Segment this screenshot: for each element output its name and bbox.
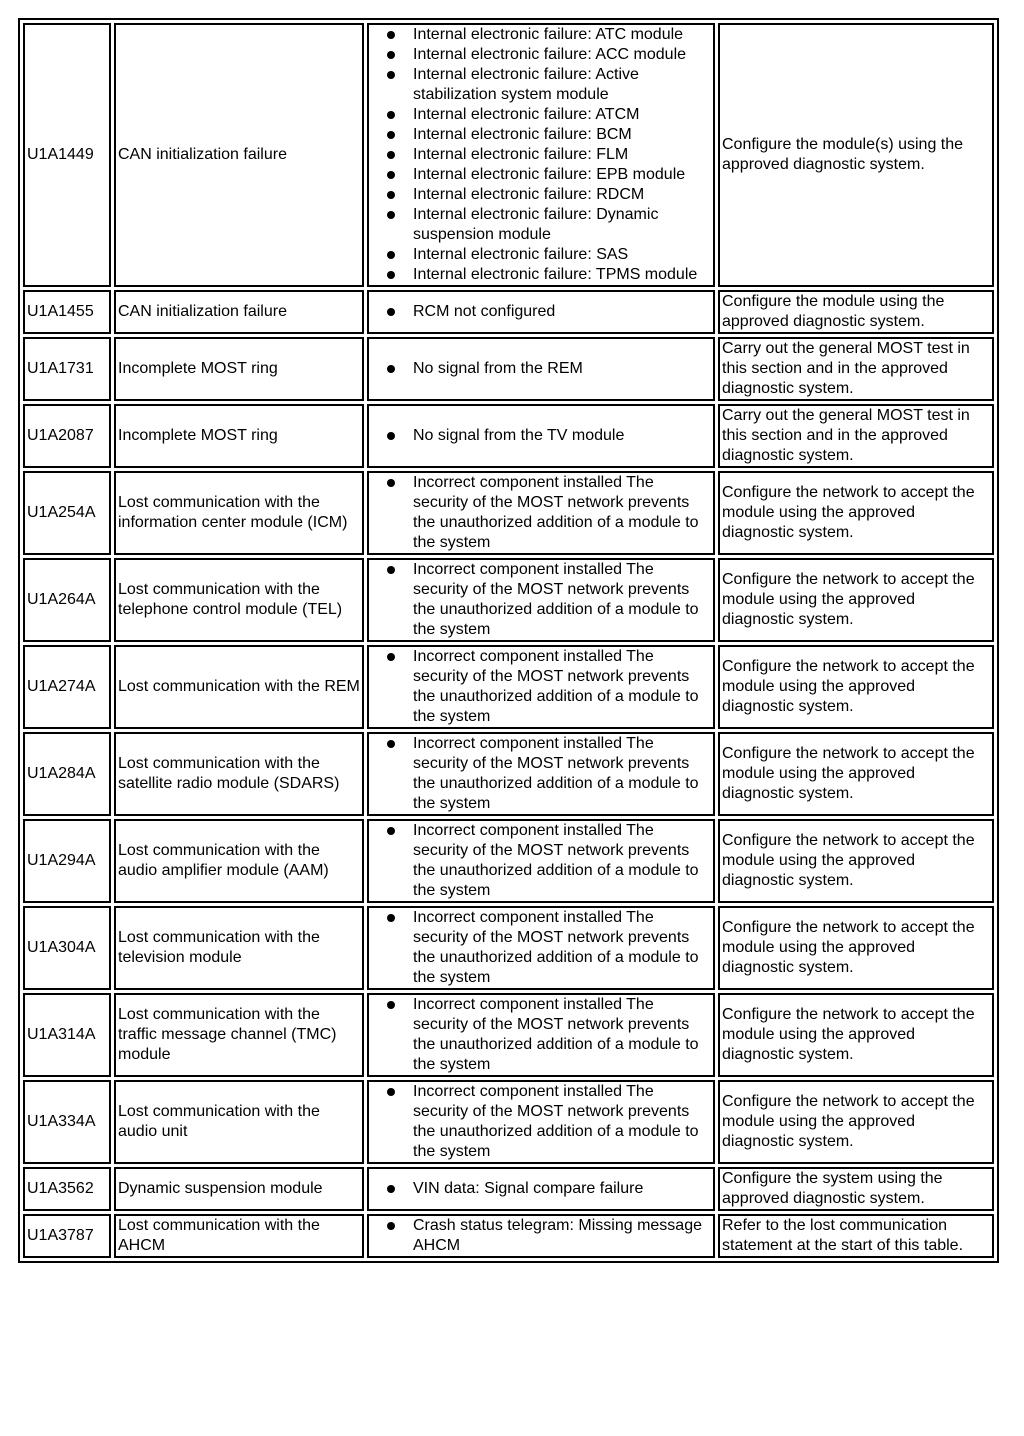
cause-list [371, 734, 711, 814]
dtc-row [23, 1214, 994, 1258]
cause-list [371, 426, 711, 446]
cause-item: Internal electronic failure: EPB module [413, 165, 711, 185]
dtc-action: Carry out the general MOST test in this section and in the approved diagnostic system. [718, 404, 994, 468]
dtc-action: Configure the network to accept the module using the approved diagnostic system. [718, 993, 994, 1077]
dtc-description: Lost communication with the audio unit [114, 1080, 364, 1164]
dtc-possible-causes [367, 1214, 715, 1258]
dtc-action: Configure the network to accept the module using the approved diagnostic system. [718, 906, 994, 990]
cause-item: Internal electronic failure: TPMS module [413, 265, 711, 285]
dtc-description: CAN initialization failure [114, 23, 364, 287]
dtc-row [23, 993, 994, 1077]
cause-item: Incorrect component installed The security of the MOST network prevents the unauthorized addition of a module to the system [413, 1082, 711, 1162]
dtc-code: U1A264A [23, 558, 111, 642]
cause-item: Incorrect component installed The security of the MOST network prevents the unauthorized addition of a module to the system [413, 647, 711, 727]
dtc-row [23, 404, 994, 468]
dtc-description: Incomplete MOST ring [114, 404, 364, 468]
dtc-row [23, 471, 994, 555]
dtc-row [23, 906, 994, 990]
cause-list [371, 1216, 711, 1256]
dtc-action: Configure the system using the approved diagnostic system. [718, 1167, 994, 1211]
dtc-code: U1A334A [23, 1080, 111, 1164]
dtc-action: Configure the network to accept the module using the approved diagnostic system. [718, 471, 994, 555]
dtc-possible-causes [367, 732, 715, 816]
cause-item: Internal electronic failure: SAS [413, 245, 711, 265]
cause-item: Incorrect component installed The security of the MOST network prevents the unauthorized addition of a module to the system [413, 908, 711, 988]
dtc-table [18, 18, 999, 1263]
cause-item: Internal electronic failure: Active stabilization system module [413, 65, 711, 105]
dtc-description: Dynamic suspension module [114, 1167, 364, 1211]
cause-item: Incorrect component installed The security of the MOST network prevents the unauthorized addition of a module to the system [413, 560, 711, 640]
dtc-code: U1A274A [23, 645, 111, 729]
cause-item: No signal from the TV module [413, 426, 711, 446]
dtc-action: Carry out the general MOST test in this section and in the approved diagnostic system. [718, 337, 994, 401]
cause-item: Internal electronic failure: RDCM [413, 185, 711, 205]
dtc-code: U1A254A [23, 471, 111, 555]
cause-list [371, 1179, 711, 1199]
dtc-row [23, 23, 994, 287]
cause-item: Incorrect component installed The security of the MOST network prevents the unauthorized addition of a module to the system [413, 995, 711, 1075]
cause-item: Internal electronic failure: ATC module [413, 25, 711, 45]
dtc-description: Lost communication with the traffic message channel (TMC) module [114, 993, 364, 1077]
dtc-code: U1A3562 [23, 1167, 111, 1211]
dtc-description: Lost communication with the television module [114, 906, 364, 990]
dtc-code: U1A1455 [23, 290, 111, 334]
cause-item: Internal electronic failure: FLM [413, 145, 711, 165]
cause-list [371, 25, 711, 285]
dtc-possible-causes [367, 1080, 715, 1164]
dtc-row [23, 732, 994, 816]
cause-list [371, 995, 711, 1075]
dtc-row [23, 819, 994, 903]
cause-item: Incorrect component installed The security of the MOST network prevents the unauthorized addition of a module to the system [413, 734, 711, 814]
cause-list [371, 302, 711, 322]
cause-item: Incorrect component installed The security of the MOST network prevents the unauthorized addition of a module to the system [413, 821, 711, 901]
dtc-row [23, 645, 994, 729]
dtc-row [23, 1080, 994, 1164]
dtc-code: U1A2087 [23, 404, 111, 468]
dtc-description: Lost communication with the audio amplifier module (AAM) [114, 819, 364, 903]
cause-list [371, 647, 711, 727]
dtc-page [18, 18, 990, 1263]
dtc-code: U1A284A [23, 732, 111, 816]
dtc-possible-causes [367, 404, 715, 468]
cause-item: Internal electronic failure: BCM [413, 125, 711, 145]
cause-item: VIN data: Signal compare failure [413, 1179, 711, 1199]
cause-list [371, 908, 711, 988]
dtc-code: U1A314A [23, 993, 111, 1077]
dtc-possible-causes [367, 906, 715, 990]
dtc-possible-causes [367, 645, 715, 729]
dtc-code: U1A304A [23, 906, 111, 990]
dtc-code: U1A294A [23, 819, 111, 903]
dtc-action: Refer to the lost communication statement at the start of this table. [718, 1214, 994, 1258]
cause-item: Incorrect component installed The security of the MOST network prevents the unauthorized addition of a module to the system [413, 473, 711, 553]
cause-item: RCM not configured [413, 302, 711, 322]
cause-list [371, 473, 711, 553]
dtc-action: Configure the network to accept the module using the approved diagnostic system. [718, 1080, 994, 1164]
dtc-possible-causes [367, 993, 715, 1077]
dtc-row [23, 558, 994, 642]
dtc-possible-causes [367, 471, 715, 555]
dtc-possible-causes [367, 290, 715, 334]
dtc-code: U1A3787 [23, 1214, 111, 1258]
cause-list [371, 560, 711, 640]
dtc-description: Lost communication with the satellite radio module (SDARS) [114, 732, 364, 816]
dtc-action: Configure the module(s) using the approved diagnostic system. [718, 23, 994, 287]
dtc-action: Configure the module using the approved diagnostic system. [718, 290, 994, 334]
dtc-possible-causes [367, 1167, 715, 1211]
dtc-row [23, 337, 994, 401]
dtc-description: Lost communication with the telephone control module (TEL) [114, 558, 364, 642]
dtc-possible-causes [367, 819, 715, 903]
dtc-action: Configure the network to accept the module using the approved diagnostic system. [718, 819, 994, 903]
dtc-action: Configure the network to accept the module using the approved diagnostic system. [718, 732, 994, 816]
dtc-possible-causes [367, 23, 715, 287]
dtc-table-body [23, 23, 994, 1258]
cause-list [371, 821, 711, 901]
dtc-possible-causes [367, 337, 715, 401]
cause-item: No signal from the REM [413, 359, 711, 379]
dtc-code: U1A1449 [23, 23, 111, 287]
dtc-action: Configure the network to accept the module using the approved diagnostic system. [718, 558, 994, 642]
dtc-description: Incomplete MOST ring [114, 337, 364, 401]
cause-list [371, 359, 711, 379]
dtc-code: U1A1731 [23, 337, 111, 401]
cause-item: Crash status telegram: Missing message AHCM [413, 1216, 711, 1256]
cause-list [371, 1082, 711, 1162]
dtc-description: CAN initialization failure [114, 290, 364, 334]
cause-item: Internal electronic failure: Dynamic suspension module [413, 205, 711, 245]
dtc-action: Configure the network to accept the module using the approved diagnostic system. [718, 645, 994, 729]
cause-item: Internal electronic failure: ATCM [413, 105, 711, 125]
cause-item: Internal electronic failure: ACC module [413, 45, 711, 65]
dtc-row [23, 290, 994, 334]
dtc-row [23, 1167, 994, 1211]
dtc-description: Lost communication with the REM [114, 645, 364, 729]
dtc-possible-causes [367, 558, 715, 642]
dtc-description: Lost communication with the information center module (ICM) [114, 471, 364, 555]
dtc-description: Lost communication with the AHCM [114, 1214, 364, 1258]
